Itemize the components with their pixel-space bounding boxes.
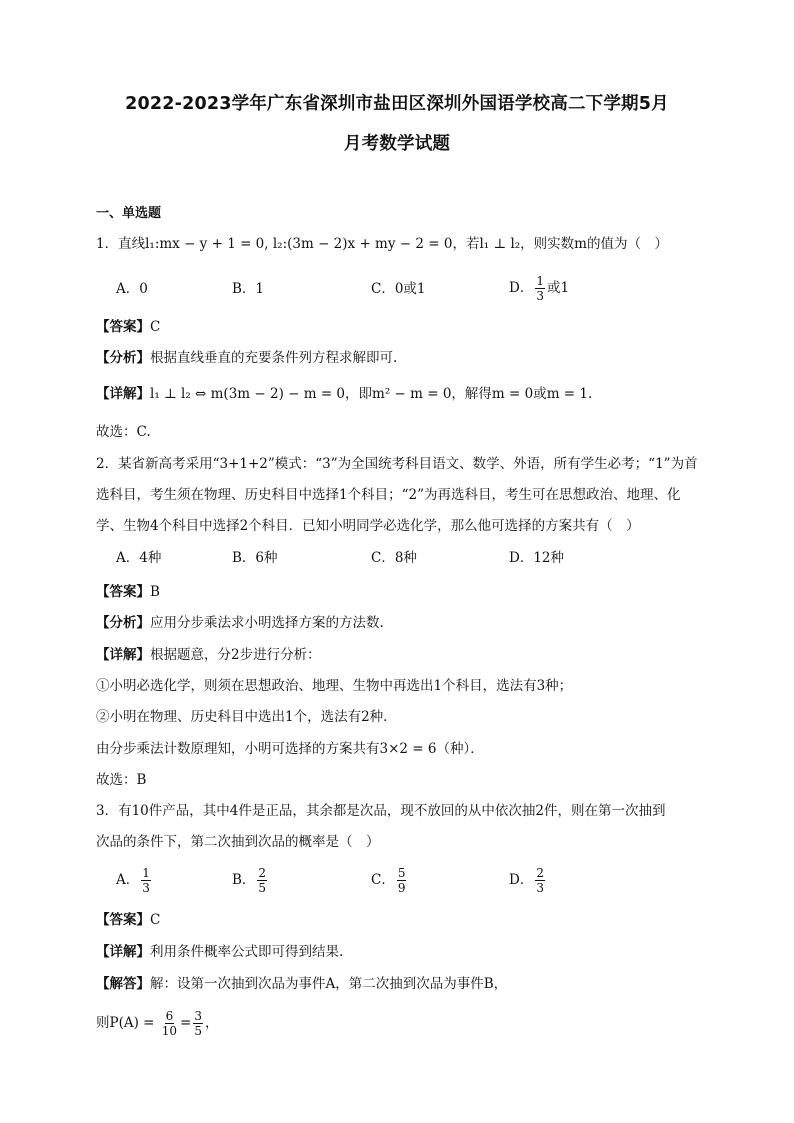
q2-answer [96,582,160,602]
q1-detail [96,384,592,404]
q2-conclusion: 故选：B [96,772,147,788]
fraction-denominator: 3 [536,881,544,895]
probability-equals: = [180,1015,192,1031]
q1-option-c: C．0或1 [371,281,426,297]
fraction-numerator: 2 [258,866,267,880]
answer-value: C [150,912,161,928]
q2-step1: ①小明必选化学，则须在思想政治、地理、生物中再选出1个科目，选法有3种； [96,678,573,694]
solution-tag: 【解答】 [96,976,150,992]
section-heading: 一、单选题 [96,206,162,221]
q2-detail [96,645,321,665]
q3-solution [96,974,507,994]
fraction-denominator: 10 [161,1024,178,1038]
detail-tag: 【详解】 [96,386,150,402]
answer-tag: 【答案】 [96,319,150,335]
q2-stem-line2: 选科目，考生须在物理、历史科目中选择1个科目；“2”为再选科目，考生可在思想政治、地理、化 [96,487,681,503]
analysis-tag: 【分析】 [96,350,150,366]
probability-prefix: 则P(A) = [96,1015,159,1031]
answer-value: B [150,584,160,600]
q3-answer [96,910,160,930]
answer-value: C [150,319,161,335]
q1-option-d-fraction [535,274,545,303]
fraction-numerator: 1 [142,866,150,880]
q2-option-b: B．6种 [232,550,278,566]
q2-summary: 由分步乘法计数原理知，小明可选择的方案共有3×2 = 6（种）． [96,741,484,757]
analysis-tag: 【分析】 [96,615,150,631]
q1-option-d-tail: 或1 [546,280,570,296]
q3-option-d [509,862,547,898]
option-fraction [257,866,267,895]
fraction-denominator: 3 [536,289,544,303]
fraction-numerator: 3 [194,1009,202,1023]
q3-option-b [232,862,269,898]
detail-text: l₁ ⊥ l₂ ⇔ m(3m − 2) − m = 0，即m² − m = 0，解得m = 0或m = 1. [150,386,593,402]
option-label: C． [371,872,395,888]
q2-option-d: D．12种 [509,550,565,566]
detail-text: 根据题意，分2步进行分析： [150,647,321,663]
q1-option-d-label: D． [509,280,534,296]
fraction-numerator: 2 [536,866,544,880]
detail-text: 利用条件概率公式即可得到结果. [150,944,344,960]
q1-option-b: B．1 [232,281,265,297]
fraction-denominator: 9 [397,881,406,895]
q1-option-d [509,270,569,306]
detail-tag: 【详解】 [96,647,150,663]
q1-analysis [96,348,397,368]
q1-option-a: A．0 [116,281,148,297]
q2-stem-line3: 学、生物4个科目中选择2个科目．已知小明同学必选化学，那么他可选择的方案共有（ ） [96,518,640,534]
q3-stem-line1: 3．有10件产品，其中4件是正品，其余都是次品，现不放回的从中依次抽2件，则在第一次抽到 [96,803,666,819]
option-label: D． [509,872,534,888]
q2-option-a: A．4种 [116,550,162,566]
q3-detail [96,942,343,962]
fraction-numerator: 1 [536,274,544,288]
analysis-text: 应用分步乘法求小明选择方案的方法数. [150,615,384,631]
probability-tail: ， [205,1015,219,1031]
q3-probability [96,1005,219,1041]
q3-stem-line2: 次品的条件下，第二次抽到次品的概率是（ ） [96,834,380,850]
q3-option-a [116,862,153,898]
fraction-numerator: 6 [165,1009,174,1023]
analysis-text: 根据直线垂直的充要条件列方程求解即可. [150,350,398,366]
page-title-line1: 2022-2023学年广东省深圳市盐田区深圳外国语学校高二下学期5月 [125,94,669,114]
q1-stem: 1．直线l₁:mx − y + 1 = 0, l₂:(3m − 2)x + my − 2 = 0，若l₁ ⊥ l₂，则实数m的值为（ ） [96,236,668,252]
option-label: A． [116,872,140,888]
option-fraction [141,866,151,895]
fraction-denominator: 3 [142,881,150,895]
fraction-numerator: 5 [397,866,406,880]
solution-text: 解：设第一次抽到次品为事件A，第二次抽到次品为事件B， [150,976,508,992]
q2-analysis [96,613,384,633]
q2-option-c: C．8种 [371,550,417,566]
q3-option-c [371,862,408,898]
answer-tag: 【答案】 [96,584,150,600]
page-title-line2: 月考数学试题 [343,134,451,154]
option-fraction [535,866,545,895]
option-fraction [397,866,407,895]
q2-step2: ②小明在物理、历史科目中选出1个，选法有2种． [96,709,397,725]
q1-answer [96,317,160,337]
option-label: B． [232,872,256,888]
probability-fraction-2 [193,1009,203,1038]
q1-conclusion: 故选：C. [96,424,151,440]
fraction-denominator: 5 [258,881,267,895]
probability-fraction-1 [161,1009,178,1038]
detail-tag: 【详解】 [96,944,150,960]
q2-stem-line1: 2．某省新高考采用“3+1+2”模式：“3”为全国统考科目语文、数学、外语，所有学生必考；“1”为首 [96,456,698,472]
answer-tag: 【答案】 [96,912,150,928]
fraction-denominator: 5 [194,1024,202,1038]
